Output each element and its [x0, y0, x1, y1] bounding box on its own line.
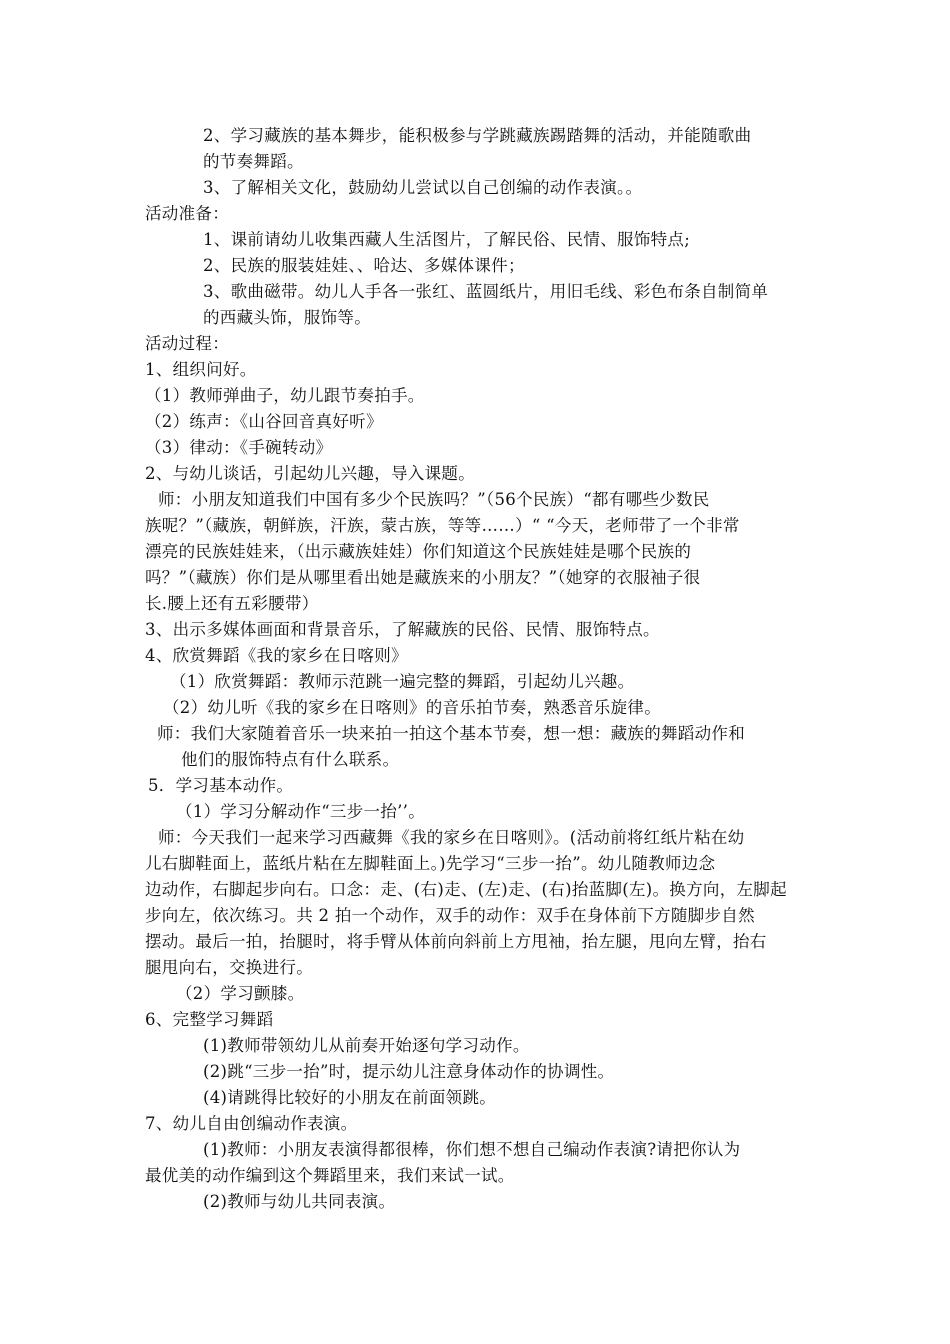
text-line: （3）律动：《手碗转动》: [145, 438, 333, 457]
text-line: 他们的服饰特点有什么联系。: [181, 750, 400, 769]
text-line: 3、歌曲磁带。幼儿人手各一张红、蓝圆纸片，用旧毛线、彩色布条自制简单: [203, 282, 769, 301]
text-line: 2、与幼儿谈话，引起幼儿兴趣，导入课题。: [145, 464, 475, 483]
text-line: （2）练声：《山谷回音真好听》: [145, 412, 383, 431]
text-line: 7、幼儿自由创编动作表演。: [145, 1114, 358, 1133]
text-line: (2)教师与幼儿共同表演。: [203, 1192, 396, 1211]
text-line: 师：今天我们一起来学习西藏舞《我的家乡在日喀则》。(活动前将红纸片粘在幼: [158, 828, 745, 847]
text-line: 师：我们大家随着音乐一块来拍一拍这个基本节奏，想一想：藏族的舞蹈动作和: [157, 724, 745, 743]
text-line: (4)请跳得比较好的小朋友在前面领跳。: [203, 1088, 497, 1107]
text-line: 5．学习基本动作。: [148, 776, 294, 795]
text-line: 2、学习藏族的基本舞步，能积极参与学跳藏族踢踏舞的活动，并能随歌曲: [203, 126, 752, 145]
text-line: 1、组织问好。: [145, 360, 257, 379]
text-line: 3、出示多媒体画面和背景音乐，了解藏族的民俗、民情、服饰特点。: [145, 620, 660, 639]
text-line: 摆动。最后一拍，抬腿时，将手臂从体前向斜前上方甩袖，抬左腿，甩向左臂，抬右: [145, 932, 767, 951]
text-line: 的西藏头饰，服饰等。: [203, 308, 371, 327]
text-line: 腿甩向右，交换进行。: [145, 958, 313, 977]
section-heading: 活动准备：: [145, 204, 229, 223]
text-line: (1)教师：小朋友表演得都很棒，你们想不想自己编动作表演?请把你认为: [203, 1140, 741, 1159]
text-line: 漂亮的民族娃娃来，（出示藏族娃娃）你们知道这个民族娃娃是哪个民族的: [145, 542, 692, 561]
text-line: 长.腰上还有五彩腰带）: [145, 594, 319, 613]
text-line: 吗？”（藏族）你们是从哪里看出她是藏族来的小朋友？”（她穿的衣服袖子很: [145, 568, 701, 587]
text-line: 3、了解相关文化，鼓励幼儿尝试以自己创编的动作表演。。: [203, 178, 643, 197]
text-line: （1）学习分解动作“三步一抬’’。: [176, 802, 426, 821]
text-line: 儿右脚鞋面上，蓝纸片粘在左脚鞋面上。)先学习“三步一抬”。幼儿随教师边念: [145, 854, 716, 873]
text-line: (2)跳“三步一抬”时，提示幼儿注意身体动作的协调性。: [203, 1062, 615, 1081]
text-line: 最优美的动作编到这个舞蹈里来，我们来试一试。: [145, 1166, 515, 1185]
text-line: 步向左，依次练习。共 2 拍一个动作，双手的动作：双手在身体前下方随脚步自然: [145, 906, 755, 925]
text-line: （1）欣赏舞蹈：教师示范跳一遍完整的舞蹈，引起幼儿兴趣。: [170, 672, 635, 691]
text-line: 1、课前请幼儿收集西藏人生活图片，了解民俗、民情、服饰特点;: [203, 230, 691, 249]
text-line: （2）幼儿听《我的家乡在日喀则》的音乐拍节奏，熟悉音乐旋律。: [163, 698, 661, 717]
text-line: 边动作，右脚起步向右。口念：走、(右)走、(左)走、(右)抬蓝脚(左)。换方向，左脚起: [145, 880, 787, 899]
text-line: （1）教师弹曲子，幼儿跟节奏拍手。: [145, 386, 425, 405]
section-heading: 活动过程：: [145, 334, 229, 353]
text-line: 6、完整学习舞蹈: [145, 1010, 274, 1029]
text-line: 的节奏舞蹈。: [203, 152, 304, 171]
text-line: (1)教师带领幼儿从前奏开始逐句学习动作。: [203, 1036, 530, 1055]
text-line: 族呢？”（藏族，朝鲜族，汗族，蒙古族，等等……）“ “今天，老师带了一个非常: [145, 516, 740, 535]
text-line: 4、欣赏舞蹈《我的家乡在日喀则》: [145, 646, 408, 665]
text-line: （2）学习颤膝。: [176, 984, 305, 1003]
text-line: 2、民族的服装娃娃、、哈达、多媒体课件；: [203, 256, 525, 275]
text-line: 师：小朋友知道我们中国有多少个民族吗？”（56个民族）“都有哪些少数民: [158, 490, 710, 509]
